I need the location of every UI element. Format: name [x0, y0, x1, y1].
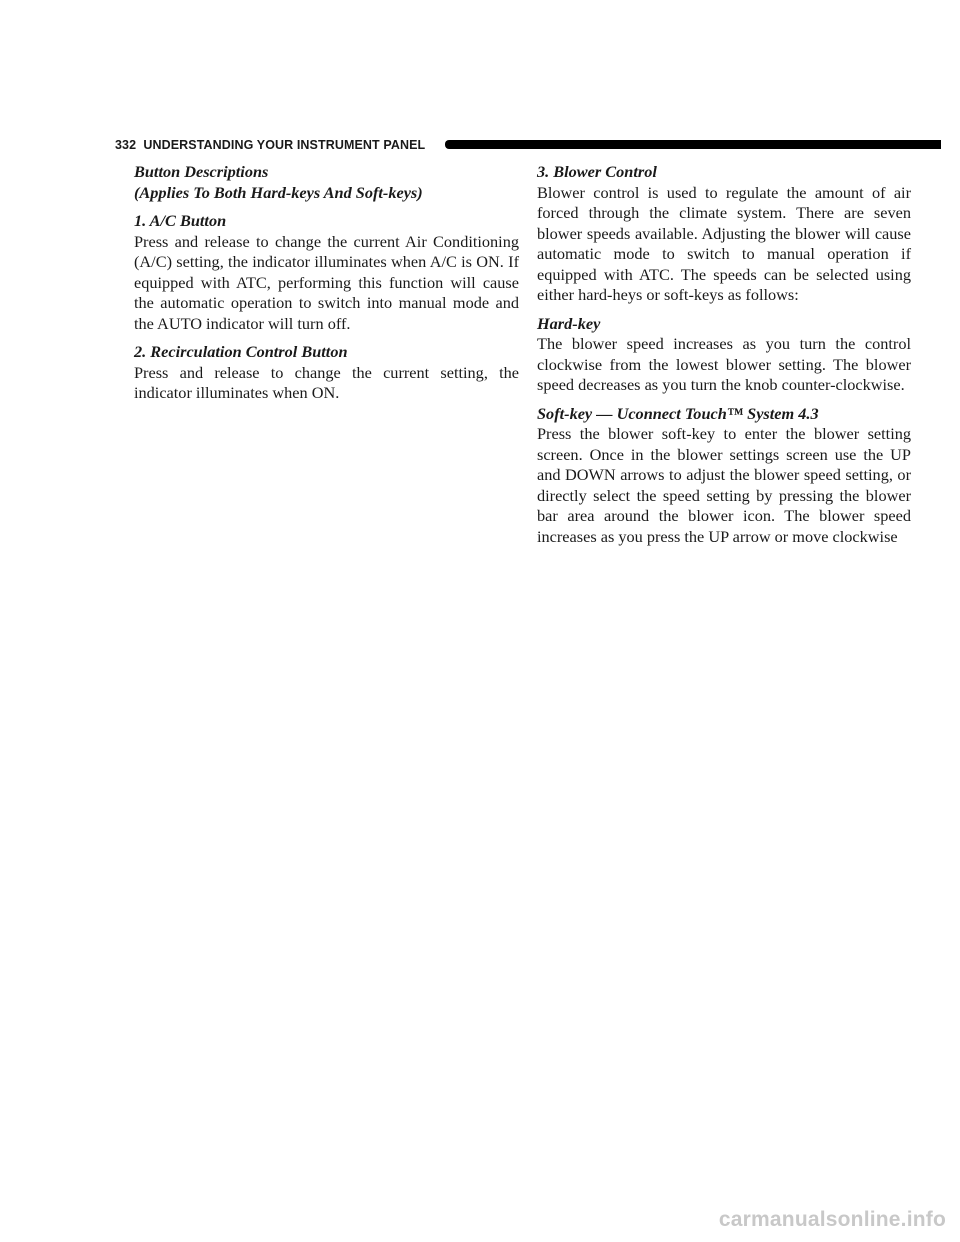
section-title: UNDERSTANDING YOUR INSTRUMENT PANEL: [143, 138, 426, 152]
ac-button-heading: 1. A/C Button: [134, 211, 227, 230]
blower-control-text: Blower control is used to regulate the amount of air forced through the climate system. There are seven blower speeds available. Adjusting the blower will cause automatic mode to switch to manual operation if equipped with ATC. The speeds can be selected using either hard-heys or soft-keys as follows:: [537, 182, 911, 304]
right-column: [537, 162, 911, 547]
hard-key-heading: Hard-key: [537, 313, 601, 333]
page-number: 332: [115, 138, 137, 152]
blower-control-heading: 3. Blower Control: [537, 162, 657, 181]
watermark-text: carmanualsonline.info: [718, 1208, 946, 1231]
recirculation-button-heading: 2. Recirculation Control Button: [134, 342, 348, 361]
hard-key-text: The blower speed increases as you turn the control clockwise from the lowest blower setting. The blower speed decreases as you turn the knob counter-clockwise.: [537, 334, 911, 394]
page-header-text: [115, 137, 431, 153]
recirculation-button-text: Press and release to change the current setting, the indicator illuminates when ON.: [134, 362, 519, 402]
soft-key-text: Press the blower soft-key to enter the blower setting screen. Once in the blower settings screen use the UP and DOWN arrows to adjust the blower speed setting, or directly select the speed setting by pressing the blower bar area around the blower icon. The blower speed increases as you press the UP arrow or move clockwise: [537, 424, 911, 546]
button-descriptions-title: Button Descriptions: [134, 162, 269, 181]
ac-button-text: Press and release to change the current Air Conditioning (A/C) setting, the indicator illuminates when A/C is ON. If equipped with ATC, performing this function will cause the automatic operation to switch into manual mode and the AUTO indicator will turn off.: [134, 231, 519, 333]
page-header: [115, 137, 941, 153]
left-column: [134, 162, 519, 404]
button-descriptions-subtitle: (Applies To Both Hard-keys And Soft-keys): [134, 182, 423, 202]
soft-key-heading: Soft-key — Uconnect Touch™ System 4.3: [537, 403, 819, 423]
header-rule: [445, 140, 941, 149]
